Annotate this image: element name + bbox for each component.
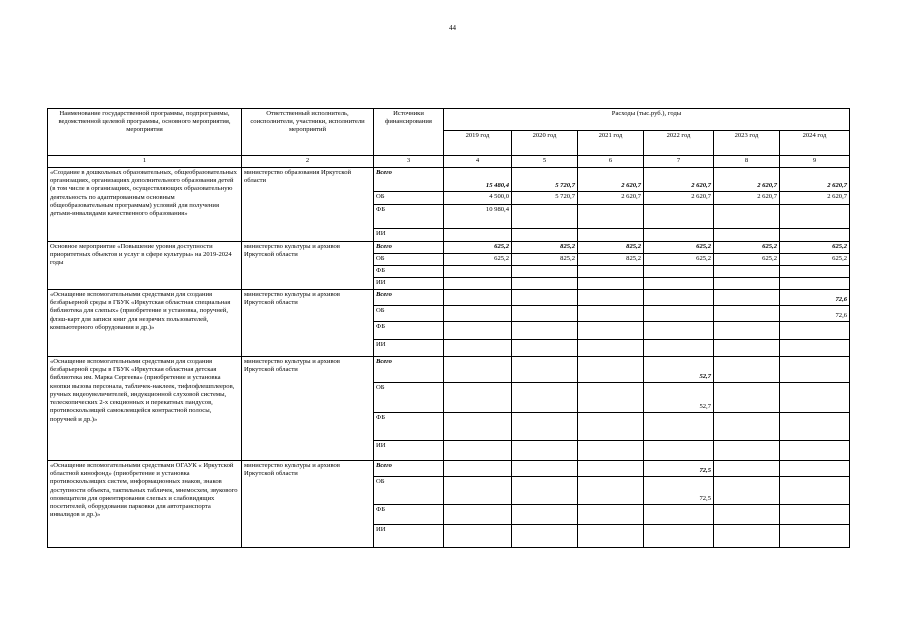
value-cell: [644, 505, 714, 525]
value-cell: 625,2: [714, 254, 780, 266]
value-cell: [714, 441, 780, 461]
value-cell: 2 620,7: [780, 168, 850, 192]
value-cell: 2 620,7: [644, 168, 714, 192]
header-year: 2022 год: [644, 131, 714, 156]
value-cell: 625,2: [714, 242, 780, 254]
value-cell: [714, 477, 780, 505]
value-cell: [780, 383, 850, 413]
value-cell: [578, 322, 644, 340]
value-cell: [444, 383, 512, 413]
value-cell: [780, 505, 850, 525]
header-executor: Ответственный исполнитель, соисполнители, участники, исполнители мероприятий: [242, 109, 374, 156]
column-numbers-row: [48, 156, 850, 168]
value-cell: 625,2: [780, 242, 850, 254]
value-cell: [714, 340, 780, 357]
value-cell: [780, 229, 850, 242]
header-year: 2019 год: [444, 131, 512, 156]
source-label-ii: ИИ: [374, 278, 444, 290]
column-number: 7: [644, 156, 714, 168]
measure-name: «Создание в дошкольных образовательных, общеобразовательных организациях, организациях дополнительного образования детей (в том числе в организациях, осуществляющих образовательную деятельность по адаптированным основным общеобразовательным программам) условий для получения детьми-инвалидами качественного образования»: [48, 168, 242, 242]
value-cell: [512, 477, 578, 505]
value-cell: [780, 278, 850, 290]
value-cell: [714, 322, 780, 340]
measure-name: «Оснащение вспомогательными средствами ОГАУК « Иркутской областной кинофонд» (приобретение и установка противоскользящих систем, информационных знаков, знаков доступности объекта, тактильных табличек, мнемосхем, звукового оповещателя для ориентирования слепых и слабовидящих посетителей, оборудования парковки для автотранспорта инвалидов и др.)»: [48, 461, 242, 548]
value-cell: [714, 290, 780, 306]
source-label-fb: ФБ: [374, 205, 444, 229]
value-cell: [512, 340, 578, 357]
value-cell: [444, 413, 512, 441]
value-cell: [714, 278, 780, 290]
value-cell: [644, 413, 714, 441]
value-cell: 625,2: [644, 254, 714, 266]
value-cell: [578, 441, 644, 461]
value-cell: 825,2: [578, 254, 644, 266]
value-cell: [780, 340, 850, 357]
source-label-total: Всего: [374, 461, 444, 477]
value-cell: 5 720,7: [512, 168, 578, 192]
value-cell: [714, 306, 780, 322]
value-cell: [512, 441, 578, 461]
header-row-1: [48, 109, 850, 131]
value-cell: [644, 322, 714, 340]
header-year: 2021 год: [578, 131, 644, 156]
value-cell: [578, 205, 644, 229]
value-cell: [444, 306, 512, 322]
value-cell: 72,5: [644, 461, 714, 477]
value-cell: [444, 477, 512, 505]
measure-name: «Оснащение вспомогательными средствами для создания безбарьерной среды в ГБУК «Иркутская областная специальная библиотека для слепых» (приобретение и установка, поручней, флэш-карт для записи книг для незрячих пользователей, компьютерного оборудования и др.)»: [48, 290, 242, 357]
value-cell: [714, 461, 780, 477]
value-cell: [644, 306, 714, 322]
value-cell: [644, 205, 714, 229]
value-cell: [714, 413, 780, 441]
value-cell: 2 620,7: [578, 168, 644, 192]
value-cell: [512, 413, 578, 441]
expenses-table: [47, 108, 850, 548]
value-cell: [780, 266, 850, 278]
source-label-fb: ФБ: [374, 322, 444, 340]
value-cell: [512, 525, 578, 548]
value-cell: [512, 229, 578, 242]
executor-name: министерство культуры и архивов Иркутской области: [242, 242, 374, 290]
header-sources: Источники финансирования: [374, 109, 444, 156]
value-cell: [512, 266, 578, 278]
source-label-total: Всего: [374, 242, 444, 254]
value-cell: [714, 383, 780, 413]
value-cell: [578, 357, 644, 383]
value-cell: 825,2: [512, 254, 578, 266]
source-label-total: Всего: [374, 357, 444, 383]
column-number: 6: [578, 156, 644, 168]
value-cell: [444, 461, 512, 477]
value-cell: [444, 229, 512, 242]
measure-name: «Оснащение вспомогательными средствами для создания безбарьерной среды в ГБУК «Иркутская областная детская библиотека им. Марка Сергеева» (приобретение и установка кнопки вызова персонала, табличек-наклеек, тифлофлешплееров, ручных видеоувеличителей, индукционной слуховой системы, телескопических 2-х секционных и перекатных пандусов, противоскользящей самоклеящейся контрастной полосы, поручней и др.)»: [48, 357, 242, 461]
value-cell: 625,2: [444, 242, 512, 254]
column-number: 9: [780, 156, 850, 168]
value-cell: [578, 525, 644, 548]
value-cell: 4 500,0: [444, 192, 512, 205]
value-cell: [644, 525, 714, 548]
source-label-fb: ФБ: [374, 505, 444, 525]
column-number: 8: [714, 156, 780, 168]
value-cell: [444, 290, 512, 306]
source-label-ob: ОБ: [374, 254, 444, 266]
value-cell: [444, 322, 512, 340]
column-number: 1: [48, 156, 242, 168]
value-cell: [780, 477, 850, 505]
header-name: Наименование государственной программы, подпрограммы, ведомственной целевой программы, основного мероприятия, мероприятия: [48, 109, 242, 156]
column-number: 3: [374, 156, 444, 168]
value-cell: [578, 505, 644, 525]
value-cell: 72,5: [644, 477, 714, 505]
value-cell: [444, 441, 512, 461]
value-cell: [444, 278, 512, 290]
header-year: 2023 год: [714, 131, 780, 156]
value-cell: [714, 266, 780, 278]
value-cell: [512, 322, 578, 340]
source-label-ob: ОБ: [374, 477, 444, 505]
value-cell: [512, 278, 578, 290]
table-row: [48, 290, 850, 306]
source-label-ii: ИИ: [374, 441, 444, 461]
value-cell: [714, 525, 780, 548]
value-cell: 15 480,4: [444, 168, 512, 192]
value-cell: [444, 505, 512, 525]
value-cell: 625,2: [644, 242, 714, 254]
value-cell: [714, 357, 780, 383]
value-cell: 2 620,7: [578, 192, 644, 205]
value-cell: [644, 266, 714, 278]
value-cell: [444, 525, 512, 548]
value-cell: [578, 266, 644, 278]
value-cell: 5 720,7: [512, 192, 578, 205]
table-row: [48, 168, 850, 192]
source-label-ob: ОБ: [374, 306, 444, 322]
value-cell: [578, 340, 644, 357]
value-cell: [444, 340, 512, 357]
table-body: [48, 168, 850, 548]
source-label-ii: ИИ: [374, 340, 444, 357]
header-year: 2024 год: [780, 131, 850, 156]
page-number: 44: [449, 24, 456, 32]
value-cell: 52,7: [644, 357, 714, 383]
value-cell: [644, 278, 714, 290]
value-cell: [714, 505, 780, 525]
executor-name: министерство культуры и архивов Иркутской области: [242, 357, 374, 461]
value-cell: [714, 205, 780, 229]
value-cell: 625,2: [780, 254, 850, 266]
value-cell: [578, 383, 644, 413]
value-cell: [644, 229, 714, 242]
header-expenses: Расходы (тыс.руб.), годы: [444, 109, 850, 131]
value-cell: [780, 461, 850, 477]
source-label-fb: ФБ: [374, 266, 444, 278]
value-cell: [780, 413, 850, 441]
value-cell: [644, 290, 714, 306]
source-label-ob: ОБ: [374, 192, 444, 205]
source-label-total: Всего: [374, 290, 444, 306]
value-cell: [644, 340, 714, 357]
column-number: 2: [242, 156, 374, 168]
value-cell: 2 620,7: [714, 192, 780, 205]
value-cell: 52,7: [644, 383, 714, 413]
value-cell: 2 620,7: [714, 168, 780, 192]
column-number: 5: [512, 156, 578, 168]
value-cell: 72,6: [780, 306, 850, 322]
executor-name: министерство культуры и архивов Иркутской области: [242, 290, 374, 357]
value-cell: [780, 322, 850, 340]
value-cell: 825,2: [512, 242, 578, 254]
source-label-fb: ФБ: [374, 413, 444, 441]
value-cell: [444, 357, 512, 383]
value-cell: [444, 266, 512, 278]
value-cell: 2 620,7: [644, 192, 714, 205]
value-cell: [512, 461, 578, 477]
value-cell: [578, 461, 644, 477]
executor-name: министерство культуры и архивов Иркутской области: [242, 461, 374, 548]
value-cell: [644, 441, 714, 461]
value-cell: [714, 229, 780, 242]
value-cell: [512, 357, 578, 383]
header-year: 2020 год: [512, 131, 578, 156]
value-cell: [512, 306, 578, 322]
value-cell: 2 620,7: [780, 192, 850, 205]
table-row: [48, 461, 850, 477]
source-label-ob: ОБ: [374, 383, 444, 413]
value-cell: [578, 477, 644, 505]
column-number: 4: [444, 156, 512, 168]
table-row: [48, 357, 850, 383]
value-cell: [512, 290, 578, 306]
value-cell: [512, 205, 578, 229]
value-cell: [578, 306, 644, 322]
measure-name: Основное мероприятие «Повышение уровня доступности приоритетных объектов и услуг в сфере культуры» на 2019-2024 годы: [48, 242, 242, 290]
value-cell: 825,2: [578, 242, 644, 254]
value-cell: [578, 290, 644, 306]
executor-name: министерство образования Иркутской области: [242, 168, 374, 242]
source-label-ii: ИИ: [374, 525, 444, 548]
value-cell: [780, 441, 850, 461]
value-cell: [578, 278, 644, 290]
value-cell: 10 980,4: [444, 205, 512, 229]
value-cell: [578, 413, 644, 441]
value-cell: 72,6: [780, 290, 850, 306]
table-row: [48, 242, 850, 254]
source-label-total: Всего: [374, 168, 444, 192]
value-cell: 625,2: [444, 254, 512, 266]
source-label-ii: ИИ: [374, 229, 444, 242]
value-cell: [780, 205, 850, 229]
value-cell: [578, 229, 644, 242]
value-cell: [512, 505, 578, 525]
value-cell: [780, 357, 850, 383]
value-cell: [512, 383, 578, 413]
value-cell: [780, 525, 850, 548]
